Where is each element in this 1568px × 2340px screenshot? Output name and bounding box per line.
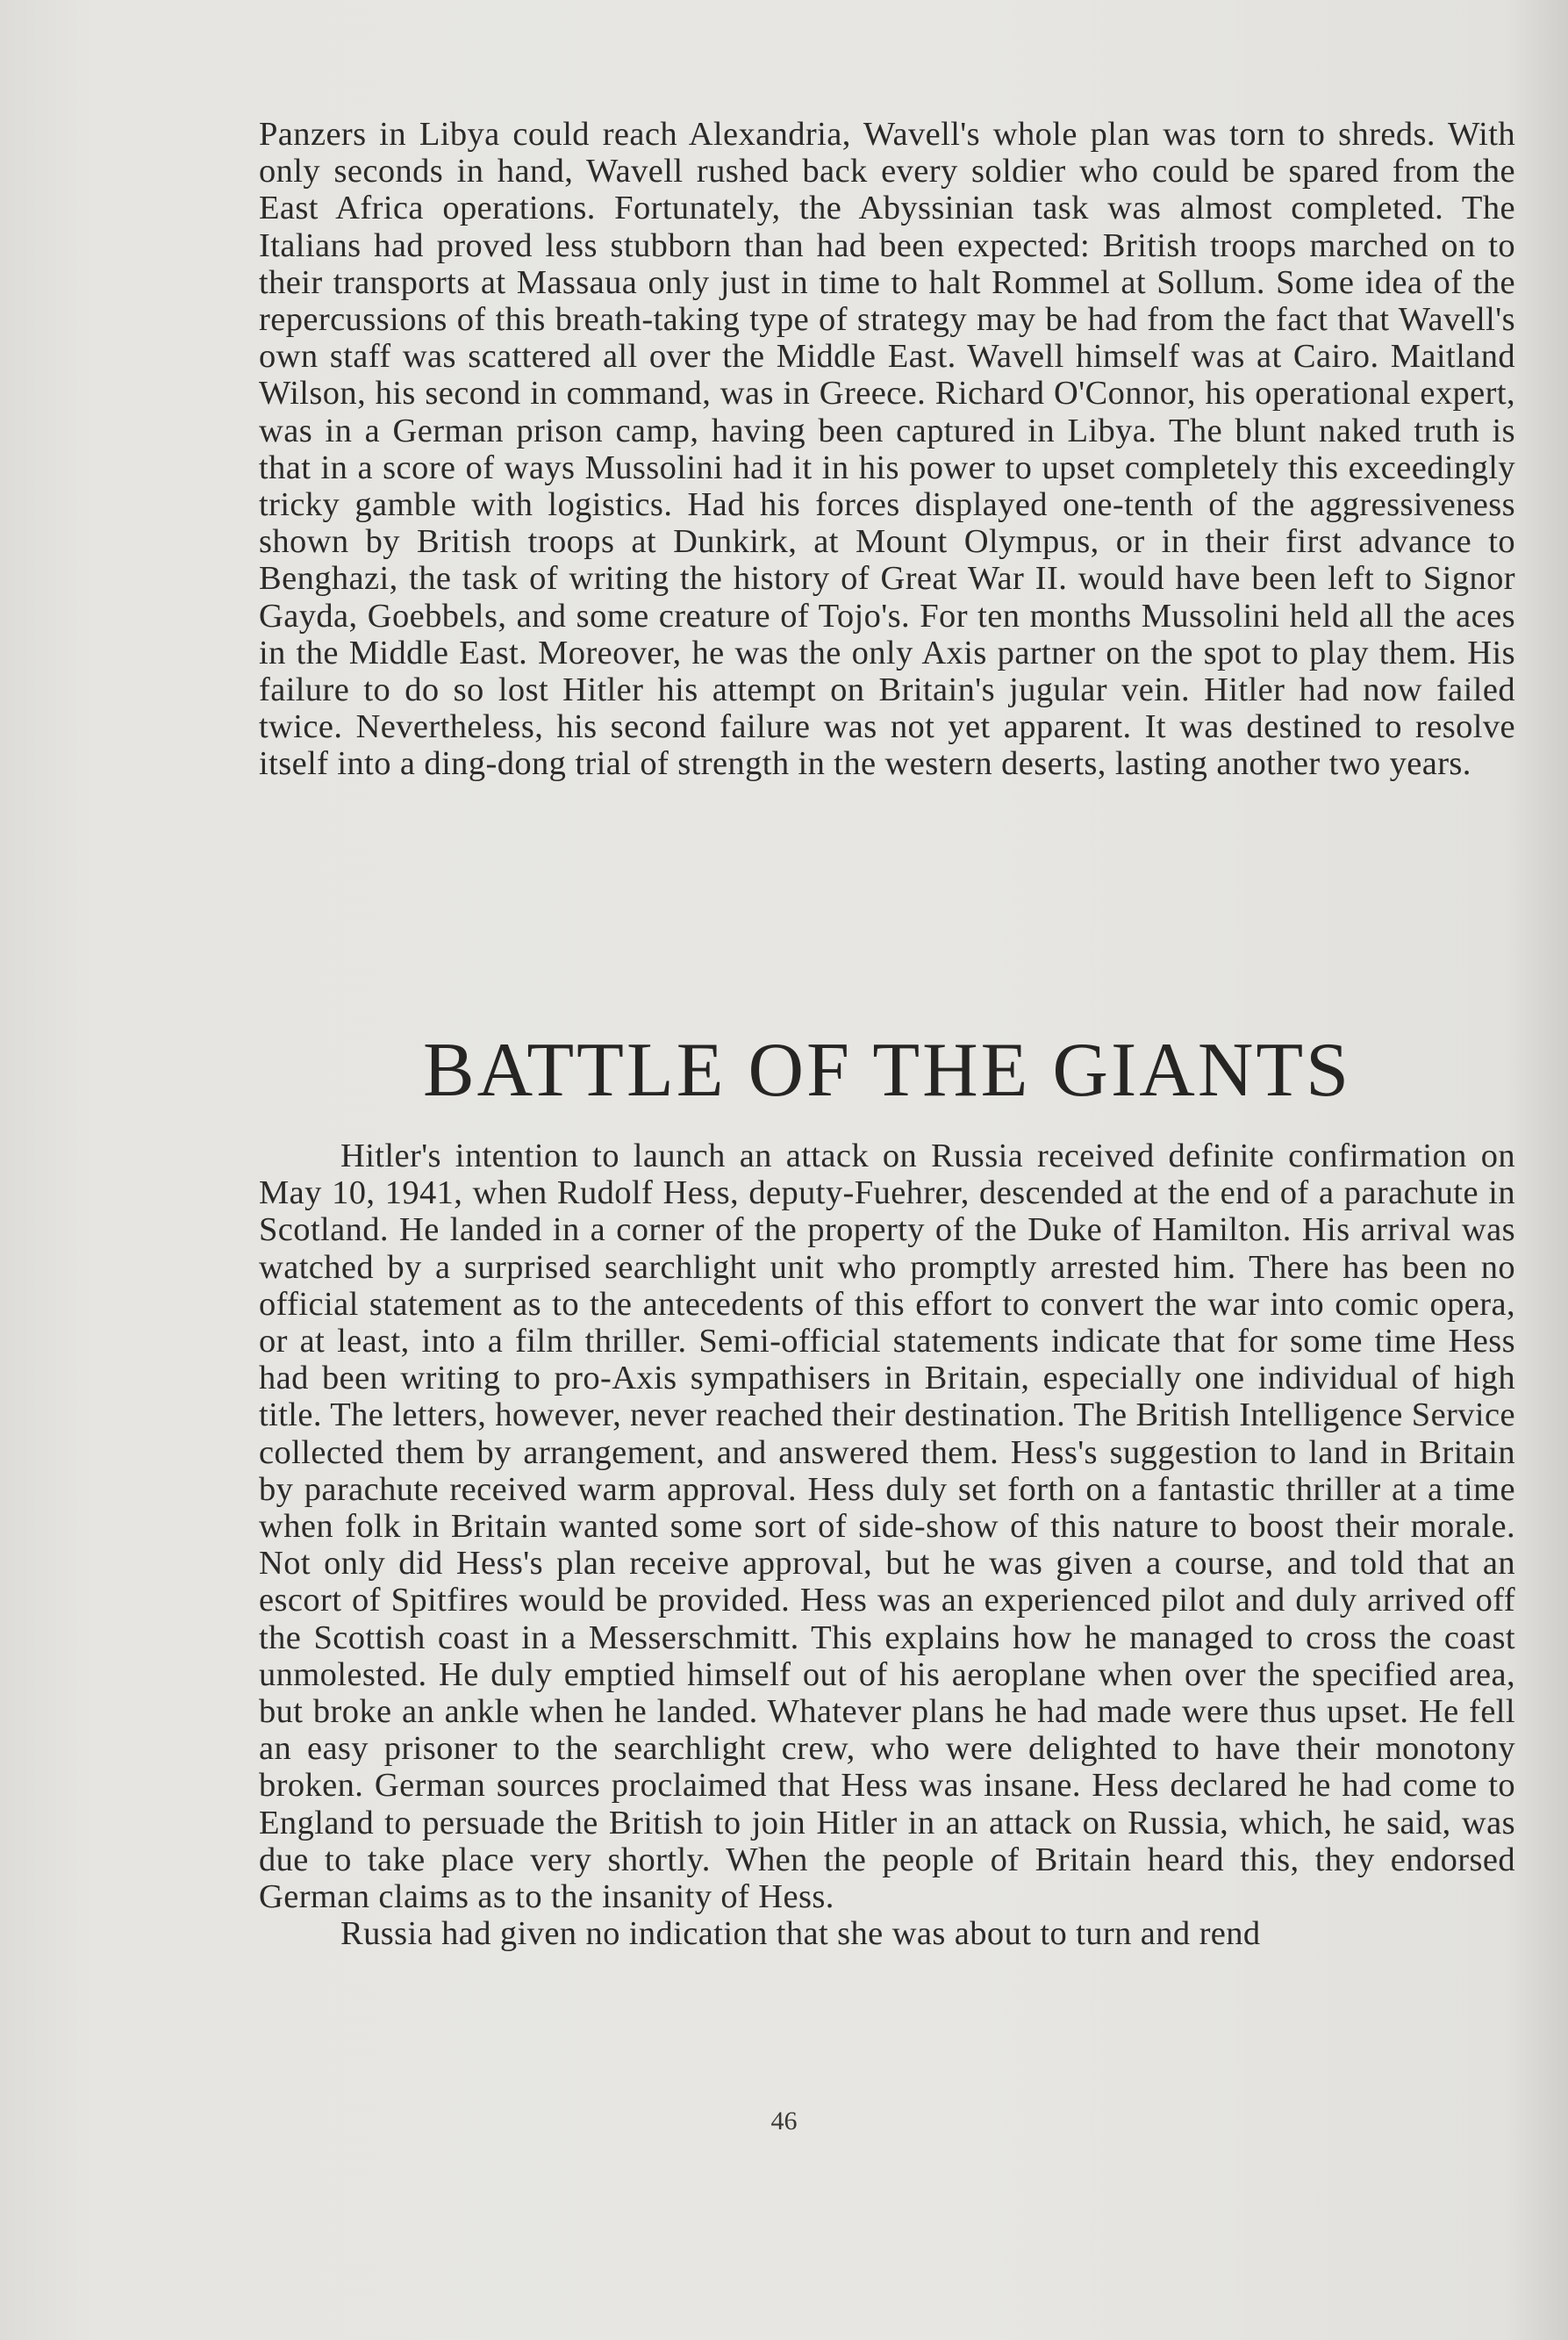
section-text-block: [259, 1138, 1515, 1952]
section-paragraph-1: Hitler's intention to launch an attack on Russia received definite confirmation on May 10, 1941, when Rudolf Hess, deputy-Fuehrer, descended at the end of a parachute in Scotland. He landed in a corner of the property of the Duke of Hamilton. His arrival was watched by a surprised searchlight unit who promptly arrested him. There has been no official statement as to the antecedents of this effort to convert the war into comic opera, or at least, into a film thriller. Semi-official statements indicate that for some time Hess had been writing to pro-Axis sympathisers in Britain, especially one individual of high title. The letters, however, never reached their destination. The British Intelligence Service collected them by arrangement, and answered them. Hess's suggestion to land in Britain by parachute received warm approval. Hess duly set forth on a fantastic thriller at a time when folk in Britain wanted some sort of side-show of this nature to boost their morale. Not only did Hess's plan receive approval, but he was given a course, and told that an escort of Spitfires would be provided. Hess was an experienced pilot and duly arrived off the Scottish coast in a Messerschmitt. This explains how he managed to cross the coast unmolested. He duly emptied himself out of his aeroplane when over the specified area, but broke an ankle when he landed. Whatever plans he had made were thus upset. He fell an easy prisoner to the searchlight crew, who were delighted to have their monotony broken. German sources proclaimed that Hess was insane. Hess declared he had come to England to persuade the British to join Hitler in an attack on Russia, which, he said, was due to take place very shortly. When the people of Britain heard this, they endorsed German claims as to the insanity of Hess.: [259, 1138, 1515, 1916]
continued-text-block: [259, 116, 1515, 783]
intro-paragraph: Panzers in Libya could reach Alexandria, Wavell's whole plan was torn to shreds. With only seconds in hand, Wavell rushed back every soldier who could be spared from the East Africa operations. Fortunately, the Abyssinian task was almost completed. The Italians had proved less stubborn than had been expected: British troops marched on to their transports at Massaua only just in time to halt Rommel at Sollum. Some idea of the repercussions of this breath-taking type of strategy may be had from the fact that Wavell's own staff was scattered all over the Middle East. Wavell himself was at Cairo. Maitland Wilson, his second in command, was in Greece. Richard O'Connor, his operational expert, was in a German prison camp, having been captured in Libya. The blunt naked truth is that in a score of ways Mussolini had it in his power to upset completely this exceedingly tricky gamble with logistics. Had his forces displayed one-tenth of the aggressiveness shown by British troops at Dunkirk, at Mount Olympus, or in their first advance to Benghazi, the task of writing the history of Great War II. would have been left to Signor Gayda, Goebbels, and some creature of Tojo's. For ten months Mussolini held all the aces in the Middle East. Moreover, he was the only Axis partner on the spot to play them. His failure to do so lost Hitler his attempt on Britain's jugular vein. Hitler had now failed twice. Nevertheless, his second failure was not yet apparent. It was destined to resolve itself into a ding-dong trial of strength in the western deserts, lasting another two years.: [259, 116, 1515, 783]
section-paragraph-2: Russia had given no indication that she was about to turn and rend: [340, 1915, 1261, 1953]
page-number: 46: [770, 2107, 798, 2135]
section-heading: BATTLE OF THE GIANTS: [422, 1028, 1352, 1113]
